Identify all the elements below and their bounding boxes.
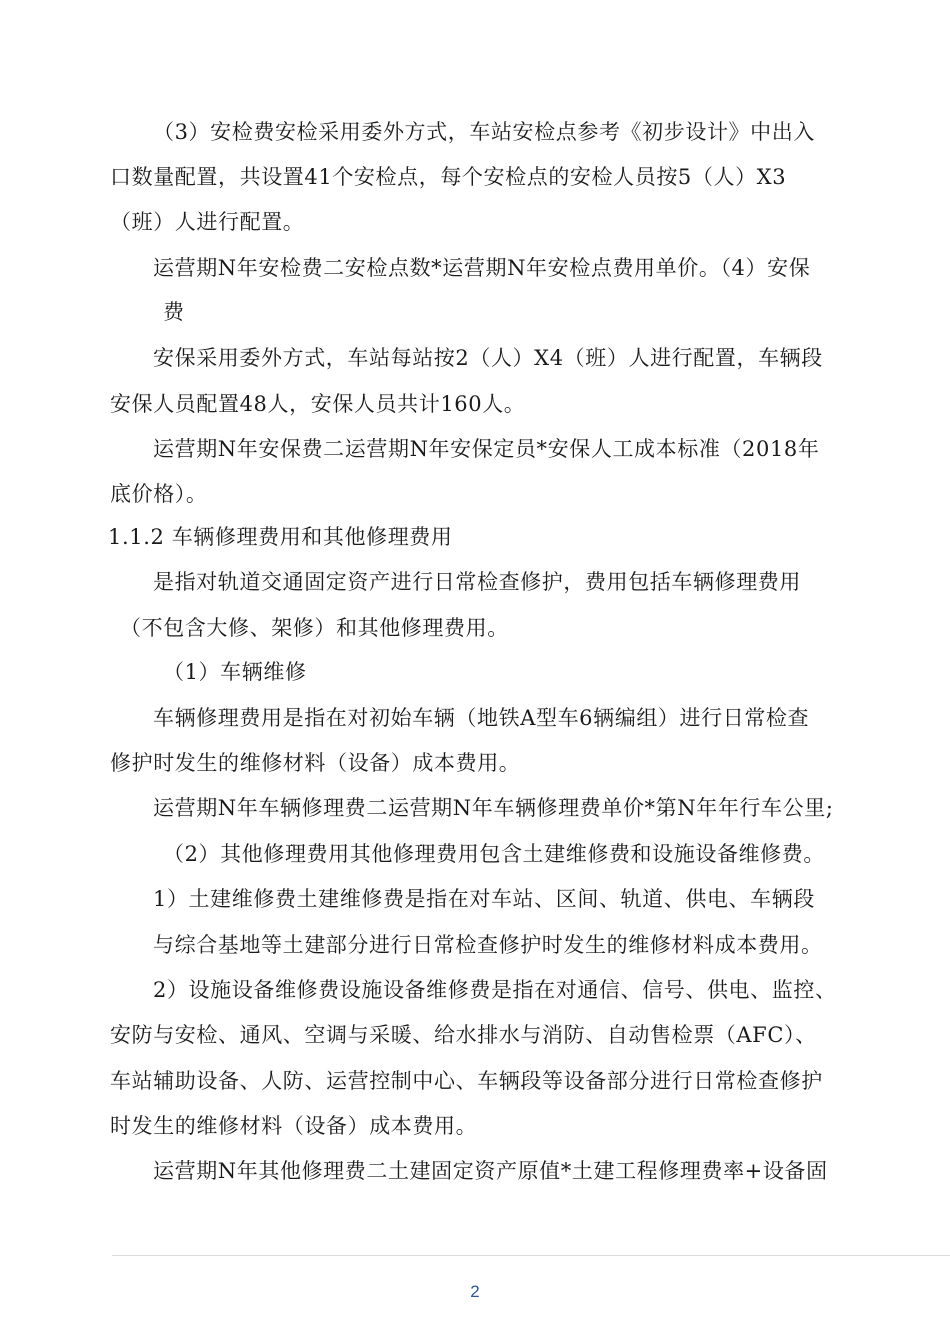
text-line: 车站辅助设备、人防、运营控制中心、车辆段等设备部分进行日常检查修护: [110, 1069, 823, 1093]
text-line: （不包含大修、架修）和其他修理费用。: [120, 616, 509, 640]
page-number: 2: [470, 1282, 480, 1301]
section-heading: 1.1.2 车辆修理费用和其他修理费用: [108, 525, 453, 549]
text-line: 修护时发生的维修材料（设备）成本费用。: [110, 751, 521, 775]
text-line: （2）其他修理费用其他修理费用包含土建维修费和设施设备维修费。: [163, 842, 825, 866]
text-line: 2）设施设备维修费设施设备维修费是指在对通信、信号、供电、监控、: [153, 978, 837, 1002]
text-line: 运营期N年安保费二运营期N年安保定员*安保人工成本标准（2018年: [153, 437, 820, 461]
text-line: 运营期N年车辆修理费二运营期N年车辆修理费单价*第N年年行车公里;: [153, 796, 834, 820]
text-line: 安保采用委外方式，车站每站按2（人）X4（班）人进行配置，车辆段: [153, 346, 823, 370]
text-line: 时发生的维修材料（设备）成本费用。: [110, 1114, 478, 1138]
text-line: 是指对轨道交通固定资产进行日常检查修护，费用包括车辆修理费用: [153, 570, 801, 594]
footer-divider: [112, 1255, 950, 1256]
text-line: （班）人进行配置。: [110, 210, 305, 234]
text-line: 底价格）。: [110, 482, 208, 506]
text-line: 车辆修理费用是指在对初始车辆（地铁A型车6辆编组）进行日常检查: [153, 706, 810, 730]
text-line: 安防与安检、通风、空调与采暖、给水排水与消防、自动售检票（AFC）、: [110, 1023, 817, 1047]
text-line: 运营期N年安检费二安检点数*运营期N年安检点费用单价。（4）安保: [153, 256, 811, 280]
text-line: 安保人员配置48人，安保人员共计160人。: [110, 392, 526, 416]
text-line: 1）土建维修费土建维修费是指在对车站、区间、轨道、供电、车辆段: [153, 887, 815, 911]
subsection-heading: （1）车辆维修: [163, 660, 307, 684]
text-line: （3）安检费安检采用委外方式，车站安检点参考《初步设计》中出入: [153, 120, 815, 144]
text-line: 运营期N年其他修理费二土建固定资产原值*土建工程修理费率+设备固: [153, 1159, 828, 1183]
text-line: 与综合基地等土建部分进行日常检查修护时发生的维修材料成本费用。: [153, 933, 823, 957]
text-line: 口数量配置，共设置41个安检点，每个安检点的安检人员按5（人）X3: [110, 165, 787, 189]
text-line: 费: [163, 300, 185, 324]
